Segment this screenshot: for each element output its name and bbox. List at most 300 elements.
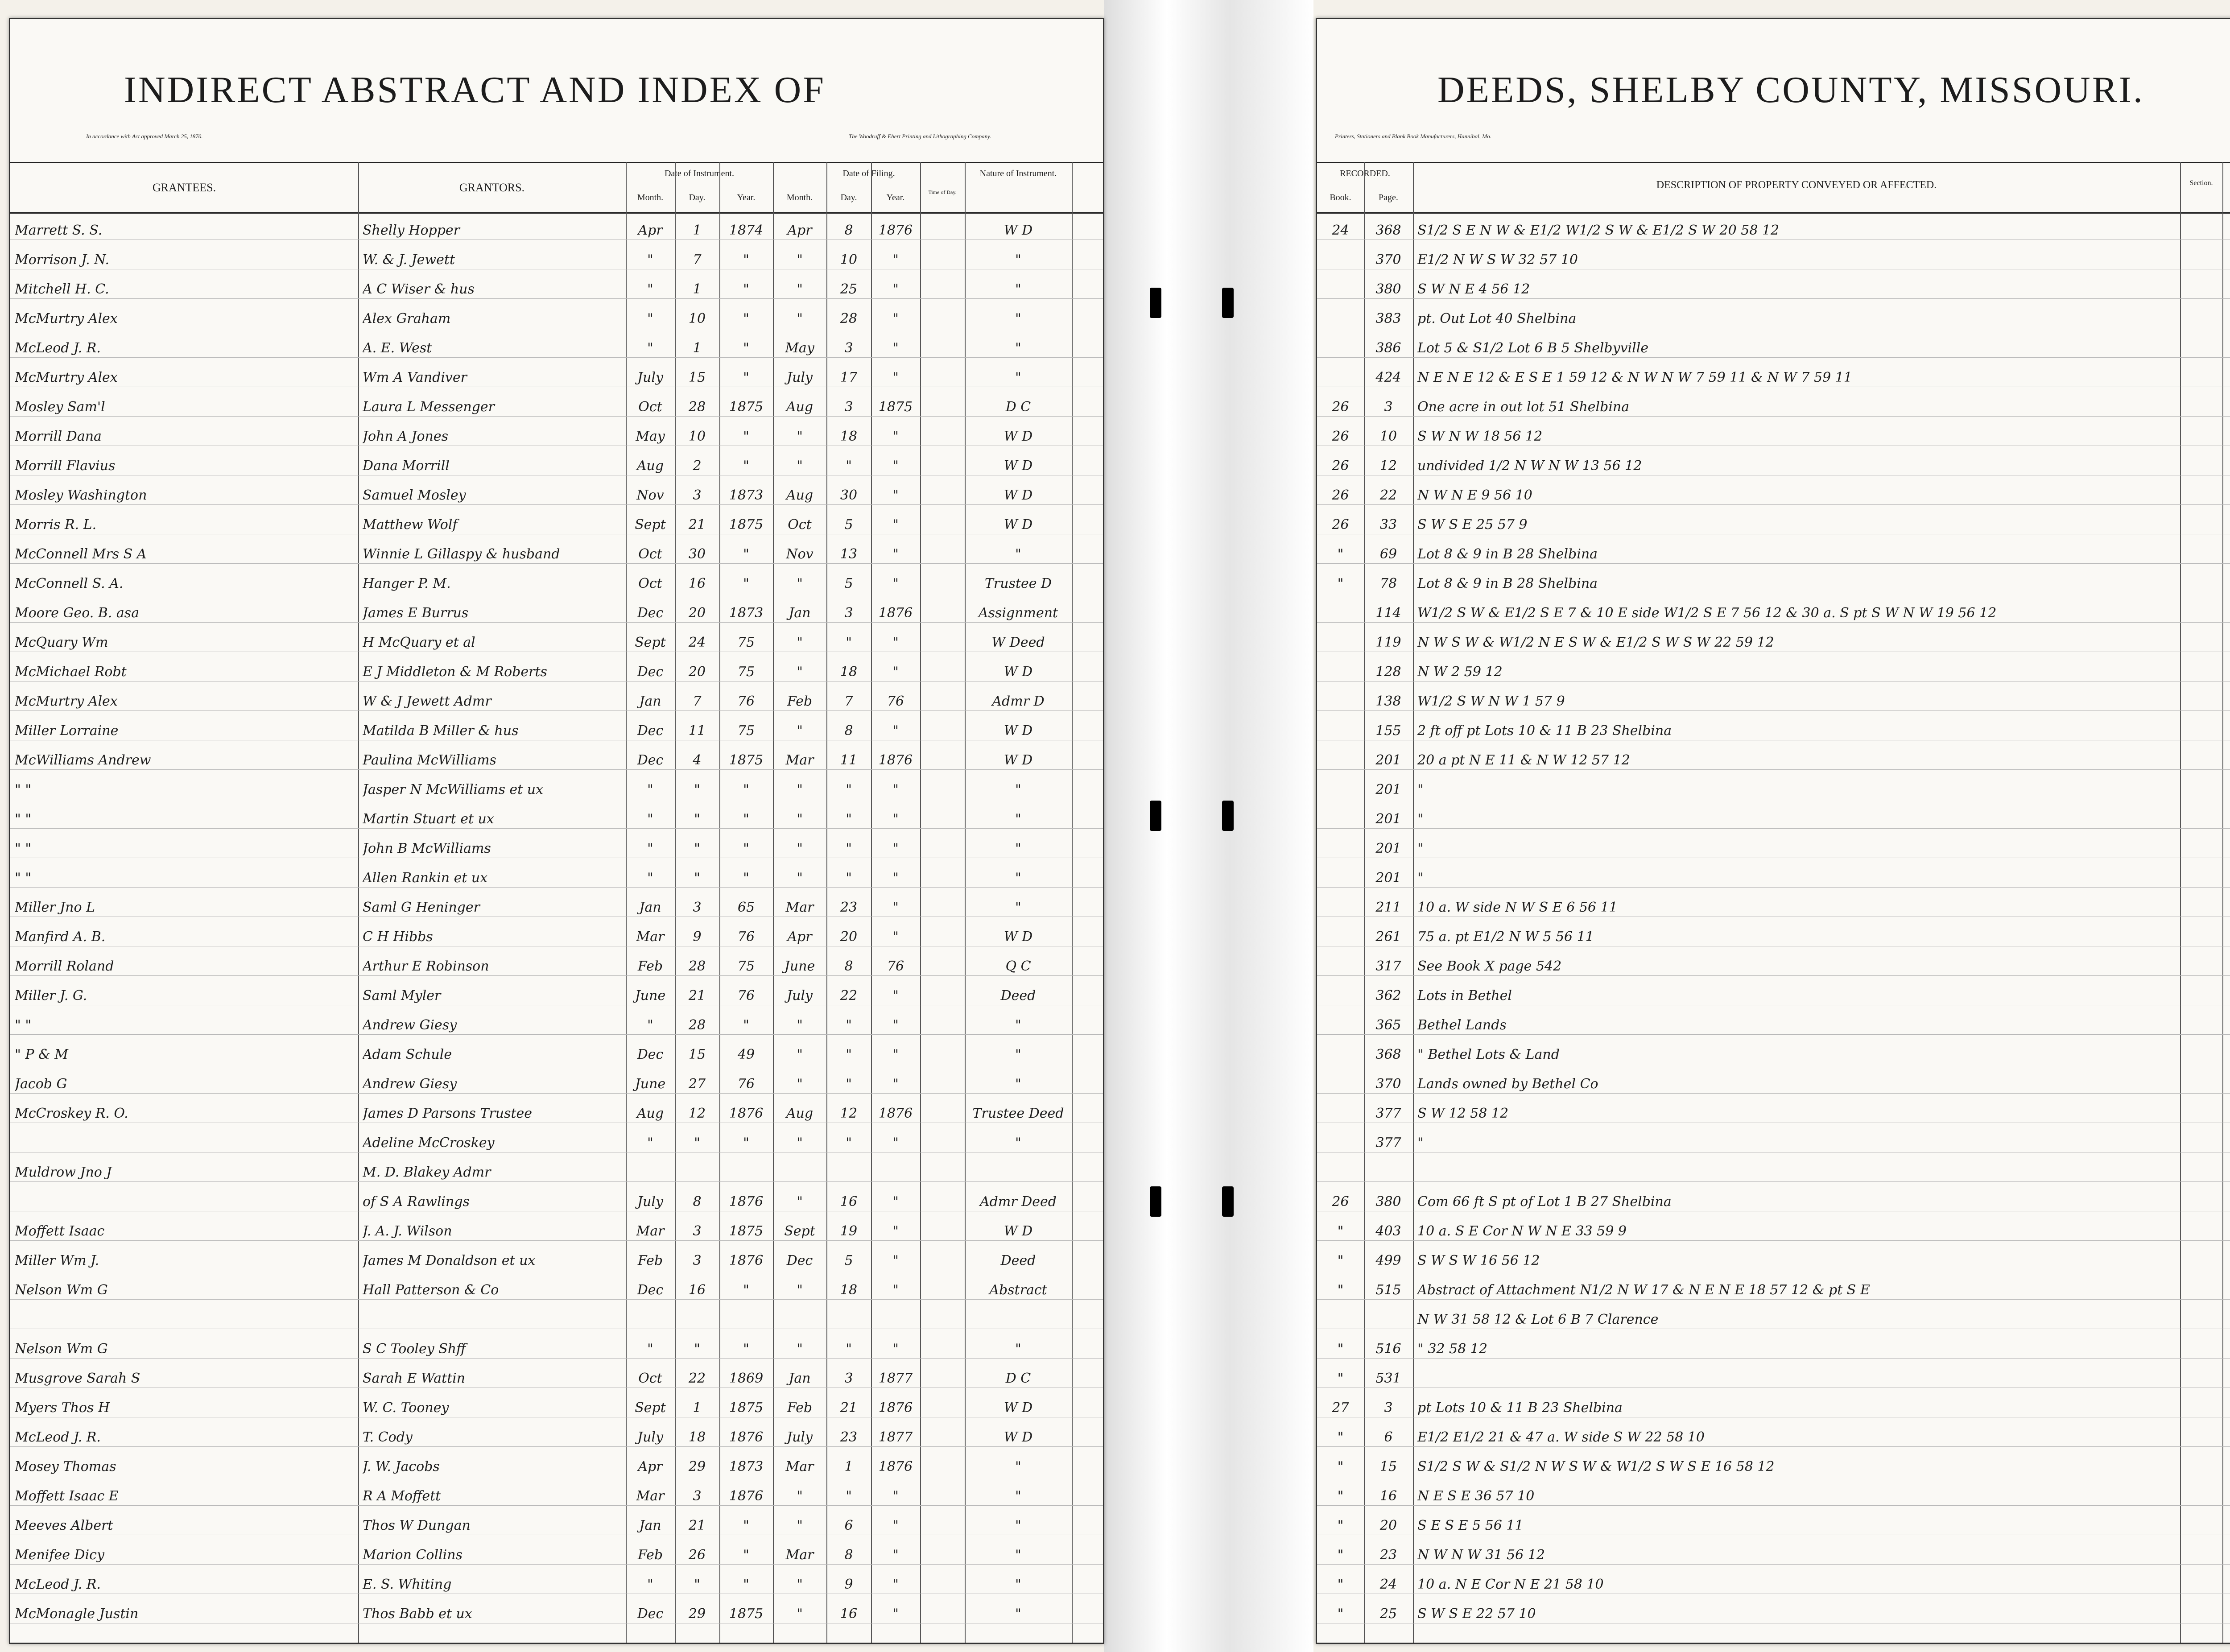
cell-nature: ": [1015, 1047, 1021, 1062]
cell-book: 27: [1332, 1400, 1349, 1416]
right-ledger-row: [1317, 1016, 2230, 1035]
cell-grantor: Dana Morrill: [363, 458, 450, 474]
left-ledger-row: [10, 369, 1103, 387]
cell-i-year: ": [743, 1341, 749, 1357]
left-ledger-row: [10, 281, 1103, 299]
right-ledger-row: [1317, 781, 2230, 799]
right-ledger-row: [1317, 928, 2230, 946]
cell-f-day: ": [846, 1047, 852, 1062]
cell-nature: ": [1015, 1076, 1021, 1092]
cell-grantor: J. A. J. Wilson: [363, 1223, 452, 1239]
cell-i-month: Dec: [637, 1047, 664, 1062]
cell-page: 516: [1375, 1341, 1401, 1357]
cell-book: ": [1337, 1282, 1344, 1298]
cell-grantor: W. & J. Jewett: [363, 252, 455, 268]
cell-page: 317: [1375, 958, 1401, 974]
cell-f-day: 5: [844, 576, 853, 591]
cell-f-month: ": [797, 841, 803, 856]
cell-grantee: McConnell Mrs S A: [15, 546, 147, 562]
cell-page: 10: [1379, 429, 1397, 444]
cell-f-year: ": [892, 1047, 899, 1062]
right-ledger-row: [1317, 634, 2230, 652]
cell-f-year: ": [892, 1253, 899, 1268]
cell-description: Com 66 ft S pt of Lot 1 B 27 Shelbina: [1417, 1194, 1672, 1210]
left-page-title: INDIRECT ABSTRACT AND INDEX OF: [124, 69, 826, 111]
cell-f-month: ": [797, 1017, 803, 1033]
cell-grantor: A C Wiser & hus: [363, 281, 475, 297]
cell-grantee: Menifee Dicy: [15, 1547, 104, 1563]
cell-grantor: Saml G Heninger: [363, 900, 480, 915]
cell-page: 201: [1375, 752, 1401, 768]
left-ledger-row: [10, 339, 1103, 358]
cell-f-day: 3: [844, 340, 853, 356]
cell-grantee: Morrison J. N.: [15, 252, 110, 268]
cell-i-day: 3: [693, 1253, 702, 1268]
cell-f-year: ": [892, 1076, 899, 1092]
cell-f-year: ": [892, 458, 899, 474]
cell-f-month: Feb: [787, 1400, 813, 1416]
cell-i-month: June: [635, 1076, 666, 1092]
cell-f-month: Dec: [786, 1253, 813, 1268]
cell-i-day: ": [694, 811, 700, 827]
cell-grantor: Hall Patterson & Co: [363, 1282, 499, 1298]
right-ledger-row: [1317, 752, 2230, 770]
cell-f-day: ": [846, 782, 852, 797]
cell-grantee: " ": [15, 782, 32, 797]
cell-f-year: 1876: [878, 1459, 913, 1474]
cell-f-year: 1876: [878, 1400, 913, 1416]
cell-f-year: ": [892, 1341, 899, 1357]
cell-i-year: ": [743, 458, 749, 474]
cell-i-day: 7: [693, 694, 702, 709]
header-time-of-day: Time of Day.: [928, 189, 957, 195]
cell-f-day: 16: [840, 1194, 858, 1210]
cell-i-day: 15: [688, 1047, 706, 1062]
cell-book: [1317, 752, 1364, 769]
cell-f-month: ": [797, 1341, 803, 1357]
left-ledger-row: [10, 1487, 1103, 1506]
cell-grantee: Nelson Wm G: [15, 1282, 108, 1298]
left-ledger-row: [10, 398, 1103, 417]
cell-i-year: ": [743, 1577, 749, 1592]
cell-grantee: Morrill Flavius: [15, 458, 116, 474]
cell-grantor: H McQuary et al: [363, 635, 475, 650]
cell-page: 380: [1375, 1194, 1401, 1210]
right-ledger-row: [1317, 1134, 2230, 1152]
left-ledger-row: [10, 428, 1103, 446]
cell-f-day: 17: [840, 370, 858, 385]
cell-description: N W 2 59 12: [1417, 664, 1503, 680]
cell-grantee: Moffett Isaac: [15, 1223, 105, 1239]
cell-page: 365: [1375, 1017, 1401, 1033]
printer-note: The Woodruff & Ebert Printing and Lithographing Company.: [849, 133, 991, 140]
right-ledger-row: [1317, 693, 2230, 711]
cell-f-day: 6: [844, 1518, 853, 1533]
cell-book: [1317, 1075, 1364, 1093]
cell-grantee: " ": [15, 811, 32, 827]
left-ledger-row: [10, 1311, 1103, 1329]
cell-page: 261: [1375, 929, 1401, 945]
header-filing-year: Year.: [886, 193, 905, 202]
cell-i-year: ": [743, 1017, 749, 1033]
cell-book: ": [1337, 1253, 1344, 1268]
cell-nature: W D: [1004, 1400, 1033, 1416]
cell-description: N W S W & W1/2 N E S W & E1/2 S W S W 22 59 12: [1417, 635, 1774, 650]
cell-i-year: ": [743, 782, 749, 797]
cell-i-month: ": [647, 811, 653, 827]
cell-grantee: [15, 1134, 354, 1152]
cell-i-month: ": [647, 1135, 653, 1151]
cell-f-day: 20: [840, 929, 858, 945]
cell-i-year: ": [743, 340, 749, 356]
cell-grantee: " P & M: [15, 1047, 69, 1062]
cell-i-month: July: [637, 1194, 663, 1210]
cell-description: Lot 5 & S1/2 Lot 6 B 5 Shelbyville: [1417, 340, 1649, 356]
cell-f-day: 21: [840, 1400, 858, 1416]
cell-i-day: 10: [688, 311, 706, 326]
cell-f-day: 7: [844, 694, 853, 709]
cell-f-year: 76: [887, 694, 904, 709]
cell-i-day: 3: [693, 900, 702, 915]
cell-i-month: Mar: [636, 929, 665, 945]
cell-book: [1317, 958, 1364, 975]
cell-description: S E S E 5 56 11: [1417, 1518, 1524, 1533]
cell-f-year: ": [892, 1577, 899, 1592]
right-ledger-row: [1317, 281, 2230, 299]
cell-f-year: 76: [887, 958, 904, 974]
cell-i-year: 1876: [729, 1194, 764, 1210]
cell-f-month: Aug: [786, 487, 814, 503]
right-ledger-row: [1317, 457, 2230, 475]
left-ledger-row: [10, 1046, 1103, 1064]
cell-grantee: Miller Jno L: [15, 900, 95, 915]
cell-f-year: ": [892, 870, 899, 886]
cell-page: 128: [1375, 664, 1401, 680]
header-description: DESCRIPTION OF PROPERTY CONVEYED OR AFFECTED.: [1656, 179, 1937, 191]
cell-i-year: [719, 1311, 773, 1329]
header-recorded: RECORDED.: [1340, 169, 1390, 178]
cell-grantor: T. Cody: [363, 1429, 413, 1445]
cell-i-day: 1: [693, 281, 702, 297]
right-ledger-row: [1317, 487, 2230, 505]
cell-grantor: Shelly Hopper: [363, 223, 460, 238]
left-ledger-row: [10, 1016, 1103, 1035]
cell-grantee: McMurtry Alex: [15, 694, 118, 709]
left-ledger-row: [10, 545, 1103, 564]
cell-i-day: 21: [688, 988, 706, 1004]
cell-i-month: ": [647, 782, 653, 797]
cell-grantor: E. S. Whiting: [363, 1577, 452, 1592]
cell-f-month: Aug: [786, 1106, 814, 1121]
header-grantors: GRANTORS.: [459, 181, 525, 194]
cell-i-month: Sept: [635, 517, 666, 533]
cell-grantor: Allen Rankin et ux: [363, 870, 488, 886]
cell-grantor: Matilda B Miller & hus: [363, 723, 519, 739]
cell-description: ": [1417, 782, 1424, 797]
cell-f-year: ": [892, 1282, 899, 1298]
cell-nature: [965, 1311, 1072, 1329]
cell-f-year: 1876: [878, 223, 913, 238]
cell-nature: ": [1015, 340, 1021, 356]
cell-f-month: [773, 1311, 826, 1329]
cell-description: Lot 8 & 9 in B 28 Shelbina: [1417, 576, 1598, 591]
cell-f-month: June: [784, 958, 815, 974]
cell-page: 201: [1375, 870, 1401, 886]
cell-page: 368: [1375, 223, 1401, 238]
cell-f-month: ": [797, 870, 803, 886]
cell-description: " 32 58 12: [1417, 1341, 1487, 1357]
cell-grantee: [15, 1311, 354, 1329]
cell-f-year: ": [892, 1194, 899, 1210]
right-ledger-row: [1317, 1046, 2230, 1064]
cell-i-year: 1869: [729, 1371, 764, 1386]
cell-i-month: ": [647, 1017, 653, 1033]
cell-f-month: July: [787, 1429, 813, 1445]
cell-i-day: 1: [693, 1400, 702, 1416]
cell-i-year: ": [743, 870, 749, 886]
cell-book: [1317, 369, 1364, 387]
cell-grantor: Thos Babb et ux: [363, 1606, 472, 1622]
cell-f-month: ": [797, 1076, 803, 1092]
cell-nature: W D: [1004, 223, 1033, 238]
right-ledger-row: [1317, 1517, 2230, 1535]
cell-f-day: 23: [840, 900, 858, 915]
cell-i-year: ": [743, 576, 749, 591]
cell-nature: Trustee Deed: [972, 1106, 1064, 1121]
left-ledger-row: [10, 634, 1103, 652]
cell-grantee: McMichael Robt: [15, 664, 127, 680]
cell-f-day: 13: [840, 546, 858, 562]
left-column-headers: [10, 162, 1103, 214]
cell-nature: ": [1015, 252, 1021, 268]
right-column-headers: [1317, 162, 2230, 214]
cell-f-month: ": [797, 1606, 803, 1622]
left-entries: [10, 213, 1103, 1643]
cell-description: S W S W 16 56 12: [1417, 1253, 1540, 1268]
cell-f-day: 18: [840, 429, 858, 444]
cell-page: 12: [1379, 458, 1397, 474]
cell-grantee: Miller Lorraine: [15, 723, 119, 739]
cell-book: 26: [1332, 458, 1349, 474]
cell-grantee: Marrett S. S.: [15, 223, 103, 238]
cell-i-year: 76: [737, 929, 755, 945]
cell-page: 3: [1384, 399, 1393, 415]
cell-i-month: Oct: [638, 546, 662, 562]
cell-f-day: 30: [840, 487, 858, 503]
cell-f-month: Mar: [785, 1459, 814, 1474]
cell-description: 20 a pt N E 11 & N W 12 57 12: [1417, 752, 1630, 768]
cell-grantor: [363, 1311, 624, 1329]
cell-nature: ": [1015, 1017, 1021, 1033]
cell-grantee: McMonagle Justin: [15, 1606, 139, 1622]
cell-grantor: Saml Myler: [363, 988, 441, 1004]
cell-i-day: ": [694, 1135, 700, 1151]
cell-grantor: James D Parsons Trustee: [363, 1106, 533, 1121]
cell-book: [1317, 1016, 1364, 1034]
cell-page: 403: [1375, 1223, 1401, 1239]
cell-description: S W 12 58 12: [1417, 1106, 1509, 1121]
right-ledger-row: [1317, 369, 2230, 387]
cell-f-month: ": [797, 1518, 803, 1533]
cell-page: 362: [1375, 988, 1401, 1004]
cell-f-day: 3: [844, 399, 853, 415]
cell-page: 114: [1375, 605, 1401, 621]
cell-grantor: J. W. Jacobs: [363, 1459, 440, 1474]
right-ledger-row: [1317, 1105, 2230, 1123]
cell-page: [1364, 1164, 1413, 1181]
left-ledger-row: [10, 457, 1103, 475]
cell-f-day: ": [846, 458, 852, 474]
cell-description: pt. Out Lot 40 Shelbina: [1417, 311, 1577, 326]
cell-nature: Assignment: [978, 605, 1058, 621]
cell-description: S W S E 22 57 10: [1417, 1606, 1536, 1622]
cell-book: [1317, 1164, 1364, 1181]
cell-f-day: ": [846, 1135, 852, 1151]
right-ledger-row: [1317, 1487, 2230, 1506]
header-section: Section.: [2189, 179, 2213, 187]
cell-grantee: McLeod J. R.: [15, 340, 101, 356]
cell-nature: Q C: [1005, 958, 1031, 974]
cell-nature: ": [1015, 311, 1021, 326]
cell-i-day: 20: [688, 605, 706, 621]
cell-page: 3: [1384, 1400, 1393, 1416]
cell-f-year: [871, 1311, 920, 1329]
cell-i-year: 75: [737, 958, 755, 974]
cell-i-month: Feb: [637, 958, 663, 974]
cell-description: " Bethel Lots & Land: [1417, 1047, 1560, 1062]
header-filing-month: Month.: [786, 193, 813, 202]
cell-i-day: 29: [688, 1459, 706, 1474]
header-nature: Nature of Instrument.: [979, 169, 1057, 178]
cell-book: [1317, 810, 1364, 828]
cell-nature: ": [1015, 1577, 1021, 1592]
cell-nature: ": [1015, 1606, 1021, 1622]
cell-i-year: ": [743, 370, 749, 385]
cell-i-month: Dec: [637, 1282, 664, 1298]
cell-grantor: Laura L Messenger: [363, 399, 495, 415]
cell-book: ": [1337, 1223, 1344, 1239]
cell-description: N E S E 36 57 10: [1417, 1488, 1535, 1504]
cell-grantor: Adeline McCroskey: [363, 1135, 495, 1151]
cell-i-year: ": [743, 1518, 749, 1533]
cell-page: 211: [1375, 900, 1401, 915]
header-date-of-filing: Date of Filing.: [842, 169, 895, 178]
cell-i-month: Dec: [637, 1606, 664, 1622]
cell-f-month: ": [797, 782, 803, 797]
cell-nature: ": [1015, 1459, 1021, 1474]
cell-nature: Admr D: [992, 694, 1045, 709]
cell-i-day: 12: [688, 1106, 706, 1121]
cell-i-year: ": [743, 1282, 749, 1298]
cell-book: [1317, 693, 1364, 710]
cell-nature: ": [1015, 1547, 1021, 1563]
cell-f-year: ": [892, 723, 899, 739]
cell-f-month: ": [797, 723, 803, 739]
cell-page: 6: [1384, 1429, 1393, 1445]
cell-f-year: ": [892, 782, 899, 797]
cell-page: 33: [1379, 517, 1397, 533]
cell-description: Bethel Lands: [1417, 1017, 1507, 1033]
cell-f-month: ": [797, 1135, 803, 1151]
cell-description: 75 a. pt E1/2 N W 5 56 11: [1417, 929, 1594, 945]
cell-i-day: 11: [688, 723, 706, 739]
cell-book: [1317, 928, 1364, 946]
cell-grantee: McMurtry Alex: [15, 370, 118, 385]
right-page-title: DEEDS, SHELBY COUNTY, MISSOURI.: [1437, 69, 2144, 111]
right-entries: [1317, 213, 2230, 1643]
right-ledger-row: [1317, 604, 2230, 623]
cell-i-day: 1: [693, 223, 702, 238]
cell-description: N W N W 31 56 12: [1417, 1547, 1545, 1563]
right-ledger-row: [1317, 516, 2230, 534]
cell-description: W1/2 S W & E1/2 S E 7 & 10 E side W1/2 S E 7 56 12 & 30 a. S pt S W N W 19 56 12: [1417, 605, 1997, 621]
cell-page: 16: [1379, 1488, 1397, 1504]
cell-grantor: of S A Rawlings: [363, 1194, 470, 1210]
cell-description: ": [1417, 841, 1424, 856]
cell-i-day: 4: [693, 752, 702, 768]
left-ledger-row: [10, 604, 1103, 623]
left-ledger-row: [10, 1576, 1103, 1594]
cell-f-month: Aug: [786, 399, 814, 415]
cell-grantee: " ": [15, 1017, 32, 1033]
cell-i-month: Aug: [636, 1106, 664, 1121]
cell-book: ": [1337, 576, 1344, 591]
cell-f-year: ": [892, 340, 899, 356]
cell-i-day: 21: [688, 517, 706, 533]
cell-book: [1317, 1311, 1364, 1329]
cell-f-day: 12: [840, 1106, 858, 1121]
cell-grantor: Alex Graham: [363, 311, 451, 326]
cell-i-day: 22: [688, 1371, 706, 1386]
cell-page: 515: [1375, 1282, 1401, 1298]
cell-nature: ": [1015, 281, 1021, 297]
cell-f-year: ": [892, 311, 899, 326]
cell-description: Abstract of Attachment N1/2 N W 17 & N E N E 18 57 12 & pt S E: [1417, 1282, 1870, 1298]
cell-nature: ": [1015, 1135, 1021, 1151]
cell-i-day: 10: [688, 429, 706, 444]
right-ledger-row: [1317, 575, 2230, 593]
cell-grantee: Mosley Sam'l: [15, 399, 105, 415]
cell-i-month: Jan: [639, 1518, 661, 1533]
left-ledger-row: [10, 310, 1103, 328]
right-ledger-row: [1317, 1252, 2230, 1270]
right-ledger-row: [1317, 339, 2230, 358]
cell-f-year: ": [892, 517, 899, 533]
cell-grantor: Andrew Giesy: [363, 1076, 457, 1092]
header-grantees: GRANTEES.: [152, 181, 216, 194]
cell-page: 119: [1375, 635, 1401, 650]
cell-book: 26: [1332, 399, 1349, 415]
cell-f-day: 8: [844, 223, 853, 238]
cell-description: ": [1417, 811, 1424, 827]
cell-grantee: Miller J. G.: [15, 988, 87, 1004]
cell-page: 380: [1375, 281, 1401, 297]
cell-f-year: ": [892, 635, 899, 650]
cell-grantor: W & J Jewett Admr: [363, 694, 491, 709]
cell-i-day: 3: [693, 1223, 702, 1239]
cell-f-month: [773, 1164, 826, 1181]
cell-grantee: McQuary Wm: [15, 635, 108, 650]
cell-grantor: John A Jones: [363, 429, 449, 444]
cell-f-month: Jan: [789, 605, 811, 621]
cell-grantee: Moffett Isaac E: [15, 1488, 119, 1504]
cell-f-month: ": [797, 664, 803, 680]
left-ledger-row: [10, 693, 1103, 711]
cell-f-year: ": [892, 900, 899, 915]
cell-f-day: ": [846, 841, 852, 856]
cell-f-day: 25: [840, 281, 858, 297]
cell-i-month: [626, 1164, 675, 1181]
